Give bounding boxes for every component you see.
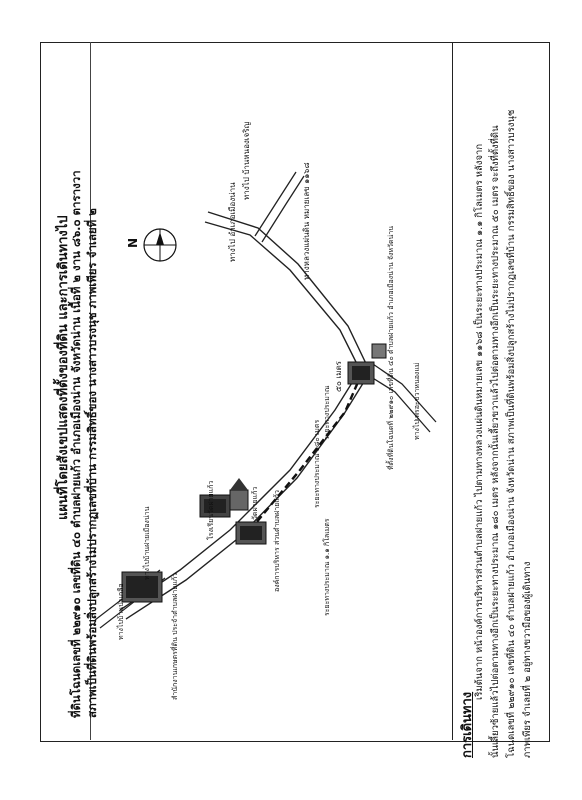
header-line-2: สภาพเป็นที่ดินพร้อมสิ่งปลูกสร้างไม่ปรากฏเลขที่บ้าน กรรมสิทธิ์ของ นางสาวบรงนุช ภาพเพียร จำเลยที่ ๒: [85, 208, 99, 718]
branch-road-a: [255, 172, 296, 236]
branch-road-b: [262, 176, 304, 242]
compass-letter: N: [126, 237, 141, 249]
header-line-1: ที่ดินโฉนดเลขที่ ๒๒๙๑๐ เลขที่ดิน ๔๐ ตำบลฝายแก้ว อำเภอเมืองน่าน จังหวัดน่าน เนื้อที่ ๒ งาน ๘๖.๐ ตารางวา: [69, 170, 83, 718]
route-heading: การเดินทาง: [460, 691, 475, 758]
label-to-amphoe: ทางไป อำเภอเมืองน่าน: [228, 182, 237, 262]
label-to-nong-ya-plong: ทางไปเพรอะขวาหนองแม่: [413, 362, 421, 440]
highway-line-b: [126, 212, 370, 619]
label-school: โรงเรียนวัดฝายแก้ว: [207, 480, 215, 540]
route-paragraph-2: นั้นเลี้ยวซ้ายแล้วไปต่อตามทางอีกเป็นระยะทางประมาณ ๑๘๐ เมตร หลังจากนั้นเลี้ยวขวาแล้วไปต่อตามทางอีกเป็นระยะทางประมาณ ๕๐ เมตร จะถึงที่ตั้งที่ดิน: [490, 125, 501, 758]
label-to-ban-pa-kluea: ทางไปบ้านป่าเกลือ: [117, 583, 125, 640]
label-tambon-office: องค์การบริหาร ส่วนตำบลฝายแก้ว: [273, 490, 281, 592]
land-plot-icon: [348, 344, 386, 384]
side-road-b: [370, 362, 436, 422]
label-distance-100: ระยะทางประมาณ: [323, 385, 331, 440]
route-paragraph-3: โฉนดเลขที่ ๒๒๙๑๐ เลขที่ดิน ๔๐ ตำบลฝายแก้ว อำเภอเมืองน่าน จังหวัดน่าน สภาพเป็นที่ดินพร้อมสิ่งปลูกสร้างไม่ปรากฏเลขที่บ้าน กรรมสิทธิ์ของ นางสาวบรงนุช: [506, 109, 517, 758]
label-wat: วัดฝายแก้ว: [251, 486, 259, 520]
label-land-location: ที่ตั้งที่ดินโฉนดที่ ๒๒๙๑๐ เลขที่ดิน ๔๐ ตำบลฝายแก้ว อำเภอเมืองน่าน จังหวัดน่าน: [387, 225, 395, 470]
map-title: แผนที่โดยสังเขปแสดงที่ตั้งของที่ดิน และการเดินทางไป: [56, 215, 71, 520]
label-to-ban-nong-charoen: ทางไป บ้านหนองเจริญ: [242, 121, 251, 200]
label-health-station: สำนักงานเกษตรที่ดิน ประจำตำบลฝายแก้ว: [171, 572, 179, 700]
tambon-office-icon: [236, 522, 266, 544]
temple-icon: [230, 478, 248, 510]
label-distance-180: ระยะทางประมาณ ๑๘๐ เมตร: [313, 419, 321, 508]
label-distance-50: ๕๐ เมตร: [334, 361, 343, 392]
route-paragraph-1: เริ่มต้นจาก หน้าองค์การบริหารส่วนตำบลฝายแก้ว ไปตามทางหลวงแผ่นดินหมายเลข ๑๑๖๘ เป็นระยะทางประมาณ ๑.๑ กิโลเมตร หลังจาก: [474, 143, 485, 700]
route-paragraph-4: ภาพเพียร จำเลยที่ ๒ อยู่ทางขวามือของผู้เดินทาง: [522, 561, 533, 758]
label-to-ban-fai-kaeo: ทางไปบ้านฝายเมืองน่าน: [143, 506, 151, 580]
compass-icon: [144, 229, 176, 261]
label-distance-1-1km: ระยะทางประมาณ ๑.๑ กิโลเมตร: [323, 518, 331, 616]
label-highway: ทางหลวงแผ่นดิน หมายเลข ๑๑๖๘: [302, 162, 311, 280]
travel-route: [250, 382, 358, 530]
